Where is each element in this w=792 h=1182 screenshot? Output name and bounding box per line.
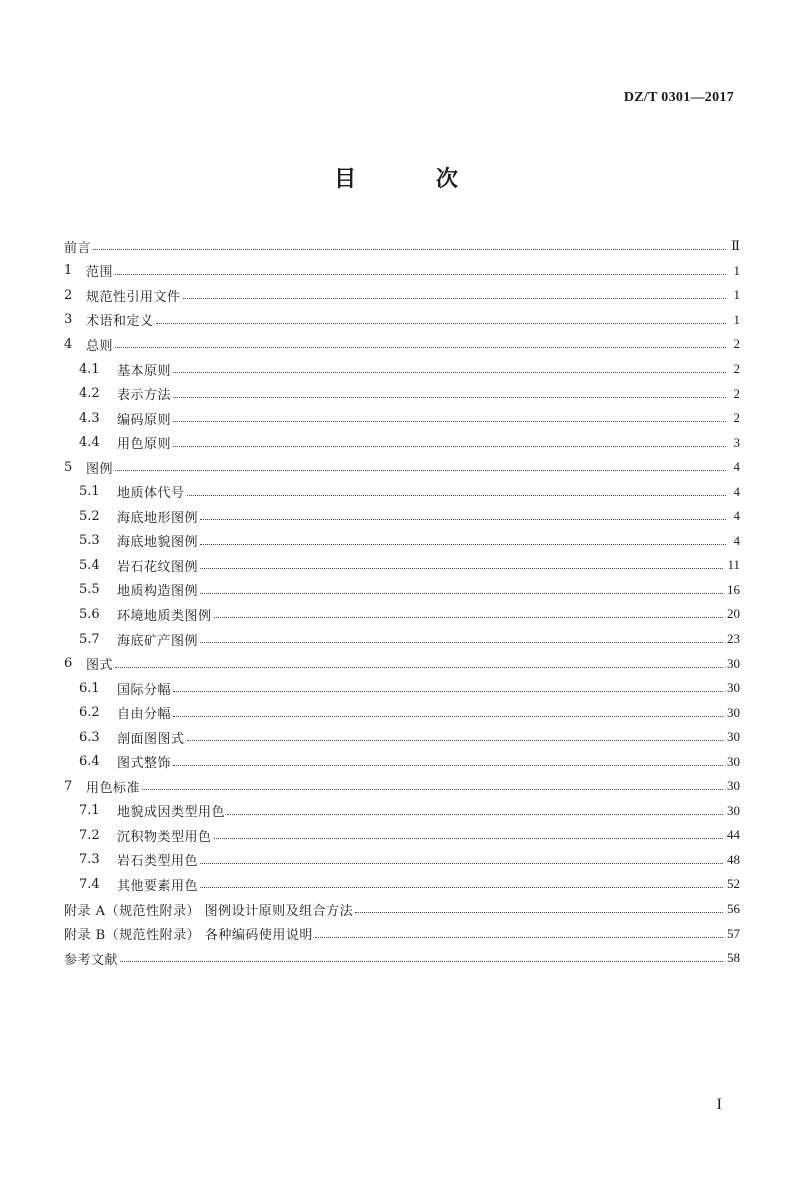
toc-entry[interactable] — [64, 627, 740, 652]
toc-leader-dots — [200, 518, 726, 520]
toc-entry-title: 地质体代号 — [117, 486, 185, 502]
toc-entry[interactable] — [64, 823, 740, 848]
toc-leader-dots — [187, 739, 723, 741]
toc-entry[interactable] — [64, 332, 740, 357]
toc-leader-dots — [200, 567, 723, 569]
toc-entry-title: 国际分幅 — [117, 682, 172, 698]
toc-entry-number: 6.4 — [79, 754, 100, 770]
toc-entry-title: 术语和定义 — [86, 314, 154, 330]
toc-entry-page: 2 — [733, 410, 740, 426]
toc-entry-page: 23 — [727, 631, 740, 647]
toc-entry[interactable] — [64, 381, 740, 406]
toc-leader-dots — [200, 592, 723, 594]
toc-entry-page: 57 — [727, 925, 740, 941]
toc-entry-title: 海底地形图例 — [117, 510, 199, 526]
toc-entry-page: 1 — [733, 262, 740, 278]
toc-leader-dots — [115, 469, 726, 471]
toc-entry-title: 总则 — [86, 338, 114, 354]
toc-entry-title: 附录 B（规范性附录） 各种编码使用说明 — [64, 928, 313, 944]
toc-entry-page: 1 — [733, 311, 740, 327]
toc-entry-number: 5.6 — [79, 606, 100, 622]
toc-leader-dots — [173, 715, 723, 717]
toc-entry-page: 4 — [733, 508, 740, 524]
toc-leader-dots — [173, 764, 723, 766]
toc-leader-dots — [173, 420, 726, 422]
toc-entry-title: 编码原则 — [117, 412, 172, 428]
toc-entry-page: 52 — [727, 876, 740, 892]
toc-entry-title: 岩石类型用色 — [117, 854, 199, 870]
toc-entry-number: 6.2 — [79, 705, 100, 721]
toc-leader-dots — [315, 936, 723, 938]
toc-entry-page: 2 — [733, 385, 740, 401]
toc-entry-number: 5.7 — [79, 631, 100, 647]
toc-leader-dots — [173, 396, 726, 398]
toc-entry-page: 30 — [727, 655, 740, 671]
toc-entry-number: 7.2 — [79, 827, 100, 843]
toc-entry[interactable] — [64, 406, 740, 431]
toc-entry-number: 7.1 — [79, 803, 100, 819]
toc-entry[interactable] — [64, 897, 740, 922]
toc-entry[interactable] — [64, 504, 740, 529]
toc-leader-dots — [93, 248, 726, 250]
toc-entry-page: Ⅱ — [731, 238, 740, 254]
toc-entry-title: 自由分幅 — [117, 707, 172, 723]
toc-entry-page: 11 — [727, 557, 740, 573]
toc-leader-dots — [200, 641, 723, 643]
toc-leader-dots — [187, 494, 726, 496]
toc-entry-title: 图式 — [86, 658, 114, 674]
toc-entry[interactable] — [64, 283, 740, 308]
toc-entry-page: 58 — [727, 950, 740, 966]
toc-entry-title: 海底地貌图例 — [117, 535, 199, 551]
toc-entry-title: 岩石花纹图例 — [117, 559, 199, 575]
toc-leader-dots — [200, 862, 723, 864]
toc-entry[interactable] — [64, 602, 740, 627]
toc-entry-page: 56 — [727, 901, 740, 917]
toc-entry-number: 5 — [64, 459, 73, 475]
toc-leader-dots — [115, 666, 723, 668]
toc-entry-page: 2 — [733, 361, 740, 376]
toc-entry-page: 30 — [727, 704, 740, 720]
toc-leader-dots — [173, 371, 726, 373]
toc-entry[interactable] — [64, 848, 740, 873]
toc-entry[interactable] — [64, 234, 740, 259]
toc-entry[interactable] — [64, 799, 740, 824]
toc-entry-number: 7.3 — [79, 852, 100, 868]
toc-entry-number: 5.5 — [79, 582, 100, 598]
toc-entry-page: 20 — [727, 606, 740, 622]
toc-entry-number: 4.1 — [79, 361, 100, 377]
toc-entry-title: 海底矿产图例 — [117, 633, 199, 649]
toc-leader-dots — [142, 788, 723, 790]
toc-leader-dots — [173, 690, 723, 692]
toc-leader-dots — [183, 297, 726, 299]
page-title: 目 次 — [334, 167, 494, 192]
toc-entry-page: 3 — [733, 434, 740, 450]
toc-entry-number: 7 — [64, 778, 73, 794]
toc-entry-title: 图式整饰 — [117, 756, 172, 772]
toc-entry[interactable] — [64, 479, 740, 504]
toc-entry-page: 30 — [727, 729, 740, 745]
toc-entry-number: 6.1 — [79, 680, 100, 696]
toc-entry-title: 参考文献 — [64, 952, 119, 968]
toc-leader-dots — [227, 813, 723, 815]
page-number: I — [716, 1096, 722, 1113]
toc-leader-dots — [200, 886, 723, 888]
toc-entry-page: 4 — [733, 532, 740, 548]
toc-entry[interactable] — [64, 676, 740, 701]
toc-entry-page: 48 — [727, 851, 740, 867]
toc-entry[interactable] — [64, 259, 740, 284]
toc-entry-title: 前言 — [64, 240, 92, 256]
toc-entry-title: 规范性引用文件 — [86, 289, 181, 305]
toc-entry[interactable] — [64, 921, 740, 946]
toc-leader-dots — [156, 322, 726, 324]
toc-entry[interactable] — [64, 749, 740, 774]
toc-entry-title: 剖面图图式 — [117, 731, 185, 747]
toc-entry-title: 基本原则 — [117, 363, 172, 379]
toc-entry-number: 5.1 — [79, 484, 100, 500]
toc-entry-page: 4 — [733, 483, 740, 499]
toc-entry-number: 5.3 — [79, 533, 100, 549]
toc-leader-dots — [173, 445, 726, 447]
toc-entry[interactable] — [64, 774, 740, 799]
toc-leader-dots — [214, 616, 723, 618]
toc-entry[interactable] — [64, 725, 740, 750]
toc-entry-number: 2 — [64, 287, 73, 303]
toc-entry-number: 4.2 — [79, 386, 100, 402]
toc-entry-page: 1 — [733, 287, 740, 303]
toc-entry-title: 范围 — [86, 265, 114, 281]
toc-entry-number: 5.4 — [79, 557, 100, 573]
toc-entry[interactable] — [64, 651, 740, 676]
toc-entry-number: 4.4 — [79, 435, 100, 451]
toc-entry[interactable] — [64, 946, 740, 971]
toc-entry[interactable] — [64, 455, 740, 480]
toc-entry-page: 4 — [733, 459, 740, 475]
toc-entry-title: 表示方法 — [117, 388, 172, 404]
toc-entry-number: 5.2 — [79, 508, 100, 524]
toc-leader-dots — [120, 960, 723, 962]
toc-entry-number: 6 — [64, 656, 73, 672]
toc-entry-title: 沉积物类型用色 — [117, 829, 212, 845]
toc-leader-dots — [200, 543, 726, 545]
toc-entry-page: 30 — [727, 802, 740, 818]
toc-entry-title: 地貌成因类型用色 — [117, 805, 226, 821]
toc-entry[interactable] — [64, 529, 740, 554]
toc-leader-dots — [214, 837, 723, 839]
toc-entry-number: 4.3 — [79, 410, 100, 426]
toc-leader-dots — [355, 911, 723, 913]
toc-entry-page: 30 — [727, 778, 740, 794]
toc-entry[interactable] — [64, 700, 740, 725]
toc-entry[interactable] — [64, 430, 740, 455]
toc-entry-page: 30 — [727, 753, 740, 769]
toc-entry-title: 地质构造图例 — [117, 584, 199, 600]
toc-entry-page: 16 — [727, 581, 740, 597]
toc-entry-title: 用色标准 — [86, 780, 141, 796]
toc-leader-dots — [115, 273, 726, 275]
toc-entry[interactable] — [64, 578, 740, 603]
toc-entry-number: 6.3 — [79, 729, 100, 745]
toc-entry-number: 1 — [64, 263, 73, 279]
toc-entry-page: 2 — [733, 336, 740, 352]
toc-entry-title: 用色原则 — [117, 437, 172, 453]
toc-entry-number: 3 — [64, 312, 73, 328]
toc-entry[interactable] — [64, 872, 740, 897]
toc-entry-title: 附录 A（规范性附录） 图例设计原则及组合方法 — [64, 903, 354, 919]
toc-entry-page: 30 — [727, 680, 740, 696]
table-of-contents — [64, 234, 740, 970]
toc-entry-number: 4 — [64, 336, 73, 352]
toc-entry[interactable] — [64, 308, 740, 333]
toc-entry[interactable] — [64, 357, 740, 382]
toc-entry-number: 7.4 — [79, 876, 100, 892]
toc-entry[interactable] — [64, 553, 740, 578]
standard-code: DZ/T 0301—2017 — [623, 90, 734, 105]
toc-entry-page: 44 — [727, 827, 740, 843]
toc-leader-dots — [115, 346, 726, 348]
toc-entry-title: 图例 — [86, 461, 114, 477]
toc-entry-title: 环境地质类图例 — [117, 608, 212, 624]
toc-entry-title: 其他要素用色 — [117, 878, 199, 894]
